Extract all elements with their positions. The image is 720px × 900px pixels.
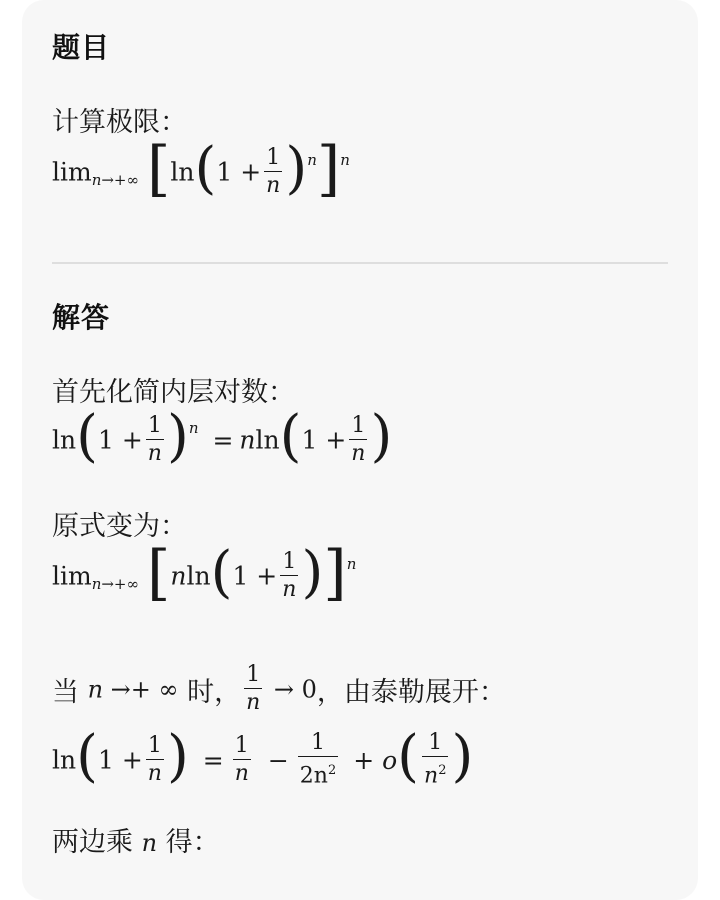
fraction-numerator: 1 (234, 732, 249, 758)
left-bracket: [ (146, 538, 171, 608)
one-plus: 1 + (216, 157, 262, 187)
little-o: + o (353, 745, 398, 775)
two-n: 2n (299, 763, 328, 789)
fraction-denominator: n (282, 576, 297, 602)
fraction-1-over-n (264, 145, 282, 200)
fraction-numerator: 1 (147, 732, 162, 758)
right-bracket: ] (323, 538, 347, 608)
step2-formula (52, 538, 357, 608)
lim-operator: lim (52, 157, 92, 187)
ln-operator: ln (52, 425, 77, 455)
one-plus: 1 + (97, 425, 143, 455)
fraction-numerator: 1 (266, 144, 281, 170)
n-var: n (424, 763, 439, 789)
fraction-numerator: 1 (351, 412, 366, 438)
taylor-formula (52, 724, 474, 790)
ln-operator: ln (170, 157, 195, 187)
left-bracket: [ (146, 134, 171, 204)
fraction-1-over-n (146, 413, 164, 468)
fraction-denominator: n (147, 760, 162, 786)
fraction-1-over-n (146, 733, 164, 788)
left-paren: ( (194, 136, 217, 201)
fraction-numerator: 1 (246, 662, 261, 687)
outer-exponent: n (340, 150, 350, 169)
right-paren: ) (451, 724, 474, 790)
left-paren: ( (279, 404, 302, 469)
section-divider (52, 262, 668, 264)
fraction-numerator: 1 (311, 730, 326, 755)
fraction-1-over-n (233, 733, 251, 788)
ln-operator: ln (255, 425, 280, 455)
step2-text: 原式变为： (52, 511, 187, 542)
equals-sign: = (212, 425, 234, 455)
ln-operator: ln (52, 745, 77, 775)
left-paren: ( (397, 724, 420, 790)
step3-text-b: 时， (187, 677, 242, 708)
coefficient-n: n (170, 561, 187, 591)
coefficient-n: n (239, 425, 256, 455)
to-zero: → 0 (273, 675, 317, 704)
fraction-1-over-n (280, 549, 298, 604)
problem-formula (52, 134, 350, 204)
content-card (22, 0, 698, 900)
fraction-denominator: n (234, 760, 249, 786)
step3-text-c: ，由泰勒展开： (316, 677, 506, 708)
fraction-numerator: 1 (147, 412, 162, 438)
one-plus: 1 + (97, 745, 143, 775)
fraction-denominator: n (351, 440, 366, 466)
left-paren: ( (210, 540, 233, 605)
n-var: n (141, 829, 158, 857)
step4-text-a: 两边乘 (52, 827, 133, 858)
fraction-denominator: n (246, 690, 261, 715)
exponent: n (188, 418, 199, 437)
left-paren: ( (76, 724, 98, 790)
step4-text-b: 得： (165, 827, 220, 858)
right-paren: ) (166, 404, 189, 469)
fraction-denominator: n (266, 172, 281, 198)
right-paren: ) (166, 724, 189, 790)
left-paren: ( (76, 404, 98, 469)
right-paren: ) (285, 136, 308, 201)
fraction-numerator: 1 (428, 730, 443, 755)
fraction-1-over-n (349, 413, 367, 468)
one-plus: 1 + (301, 425, 347, 455)
fraction-denominator (298, 756, 338, 790)
square-exponent: 2 (438, 763, 447, 778)
fraction-denominator: n (147, 440, 162, 466)
right-paren: ) (370, 404, 393, 469)
fraction-1-over-n2 (422, 730, 448, 790)
lim-subscript: n→+∞ (91, 170, 139, 189)
solution-heading: 解答 (52, 301, 111, 334)
ln-operator: ln (186, 561, 211, 591)
square-exponent: 2 (327, 763, 337, 778)
right-paren: ) (301, 540, 324, 605)
equals-sign: = (202, 745, 224, 775)
step1-formula (52, 404, 393, 469)
right-bracket: ] (316, 134, 341, 204)
step1-text: 首先化简内层对数： (52, 377, 295, 408)
lim-operator: lim (52, 561, 92, 591)
fraction-1-over-n (244, 662, 262, 717)
problem-text: 计算极限： (52, 107, 187, 138)
fraction-1-over-2n2 (298, 730, 338, 790)
one-plus: 1 + (232, 561, 278, 591)
step4-line (52, 820, 220, 859)
n-to-infinity: n →+ ∞ (87, 675, 179, 704)
problem-heading: 题目 (52, 31, 111, 64)
lim-subscript: n→+∞ (91, 574, 139, 593)
step3-line (52, 662, 506, 717)
inner-exponent: n (307, 150, 317, 169)
outer-exponent: n (346, 554, 357, 573)
minus-sign: − (267, 745, 289, 775)
fraction-denominator (422, 756, 448, 790)
fraction-numerator: 1 (282, 548, 297, 574)
step3-text-a: 当 (52, 677, 79, 708)
